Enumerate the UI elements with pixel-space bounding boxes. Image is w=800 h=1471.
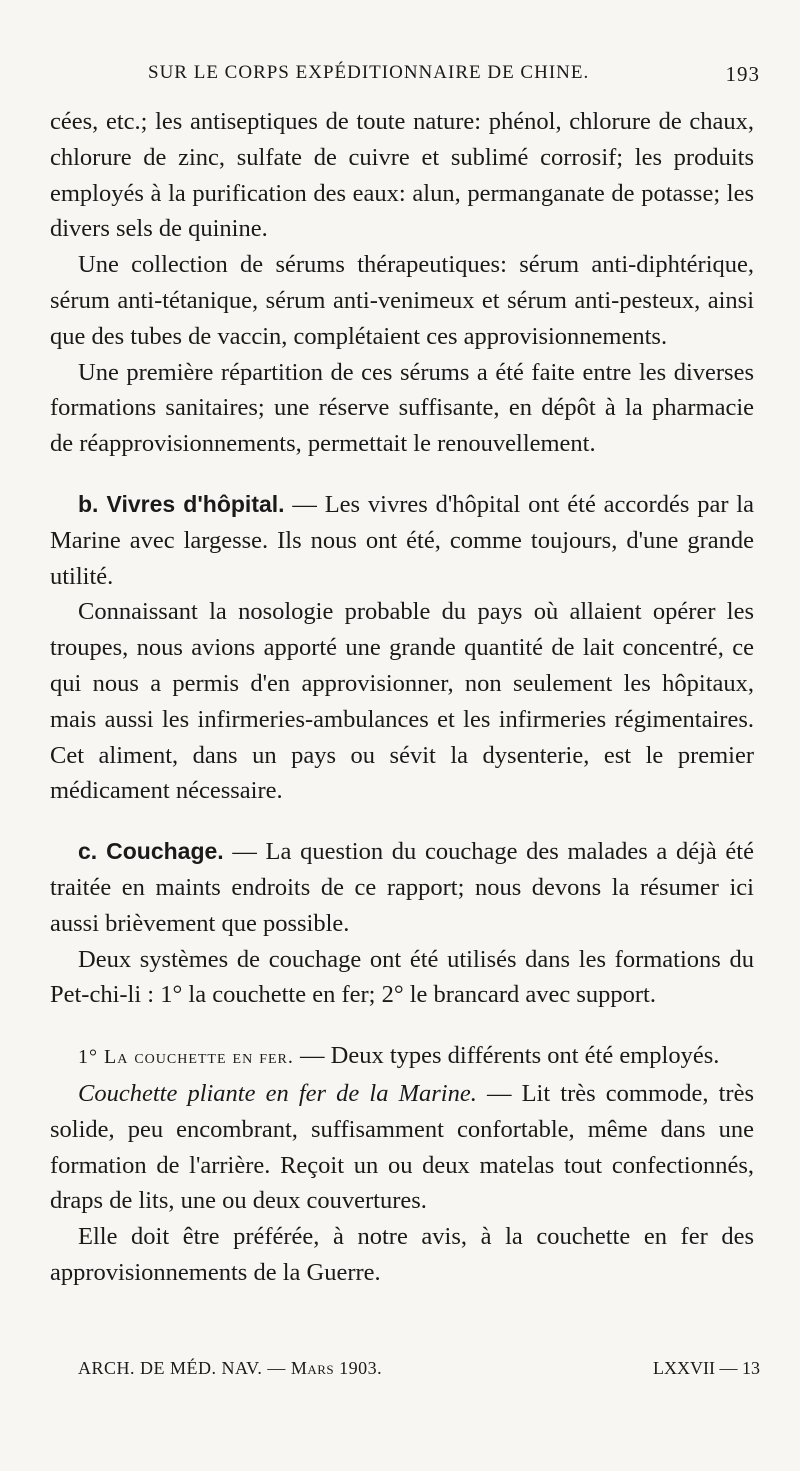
- subsection-heading: 1° La couchette en fer.: [78, 1046, 294, 1069]
- paragraph: Connaissant la nosologie probable du pays où allaient opérer les troupes, nous avions apporté une grande quantité de lait concentré, ce qui nous a permis d'en approvisionner, non seulement les hôpitaux, mais aussi les infirmeries-ambulances et les infirmeries régimentaires. Cet aliment, dans un pays ou sévit la dysenterie, est le premier médicament nécessaire.: [50, 598, 754, 805]
- journal-citation: ARCH. DE MÉD. NAV. — Mars 1903.: [78, 1358, 383, 1378]
- page-number: 193: [725, 62, 760, 86]
- section-text: — Les vivres d'hôpital ont été accordés par la Marine avec largesse. Ils nous ont été, comme toujours, d'une grande utilité.: [50, 490, 754, 590]
- page-footer: [78, 1358, 760, 1379]
- paragraph: [50, 1076, 754, 1219]
- signature-mark: LXXVII — 13: [653, 1358, 760, 1378]
- section-c: [50, 834, 754, 941]
- section-heading: b. Vivres d'hôpital.: [78, 490, 285, 517]
- section-b: [50, 487, 754, 594]
- paragraph: cées, etc.; les antiseptiques de toute nature: phénol, chlorure de chaux, chlorure de zinc, sulfate de cuivre et sublimé corrosif; les produits employés à la purification des eaux: alun, permanganate de potasse; les divers sels de quinine.: [50, 108, 754, 243]
- section-heading: c. Couchage.: [78, 838, 224, 865]
- running-header: [148, 62, 760, 87]
- paragraph: Elle doit être préférée, à notre avis, à la couchette en fer des approvisionnements de la Guerre.: [50, 1223, 754, 1286]
- paragraph: Une collection de sérums thérapeutiques: sérum anti-diphtérique, sérum anti-tétanique, sérum anti-venimeux et sérum anti-pesteux, ainsi que des tubes de vaccin, complétaient ces approvisionnements.: [50, 251, 754, 350]
- section-text: — La question du couchage des malades a déjà été traitée en maints endroits de ce rapport; nous devons la résumer ici aussi brièvement que possible.: [50, 838, 754, 937]
- subsection-1: [50, 1038, 754, 1076]
- document-page: [50, 0, 760, 1471]
- paragraph: Deux systèmes de couchage ont été utilisés dans les formations du Pet-chi-li : 1° la couchette en fer; 2° le brancard avec support.: [50, 945, 754, 1009]
- subsection-text: — Deux types différents ont été employés.: [293, 1042, 720, 1070]
- running-title: SUR LE CORPS EXPÉDITIONNAIRE DE CHINE.: [148, 62, 590, 83]
- paragraph: Une première répartition de ces sérums a été faite entre les diverses formations sanitaires; une réserve suffisante, en dépôt à la pharmacie de réapprovisionnements, permettait le renouvellement.: [50, 358, 754, 458]
- italic-heading: Couchette pliante en fer de la Marine.: [78, 1079, 477, 1107]
- body-text: [50, 104, 754, 1291]
- paragraph-text: — Lit très commode, très solide, peu encombrant, suffisamment confortable, même dans une formation de l'arrière. Reçoit un ou deux matelas tout confectionnés, draps de lits, une ou deux couvertures.: [50, 1079, 754, 1215]
